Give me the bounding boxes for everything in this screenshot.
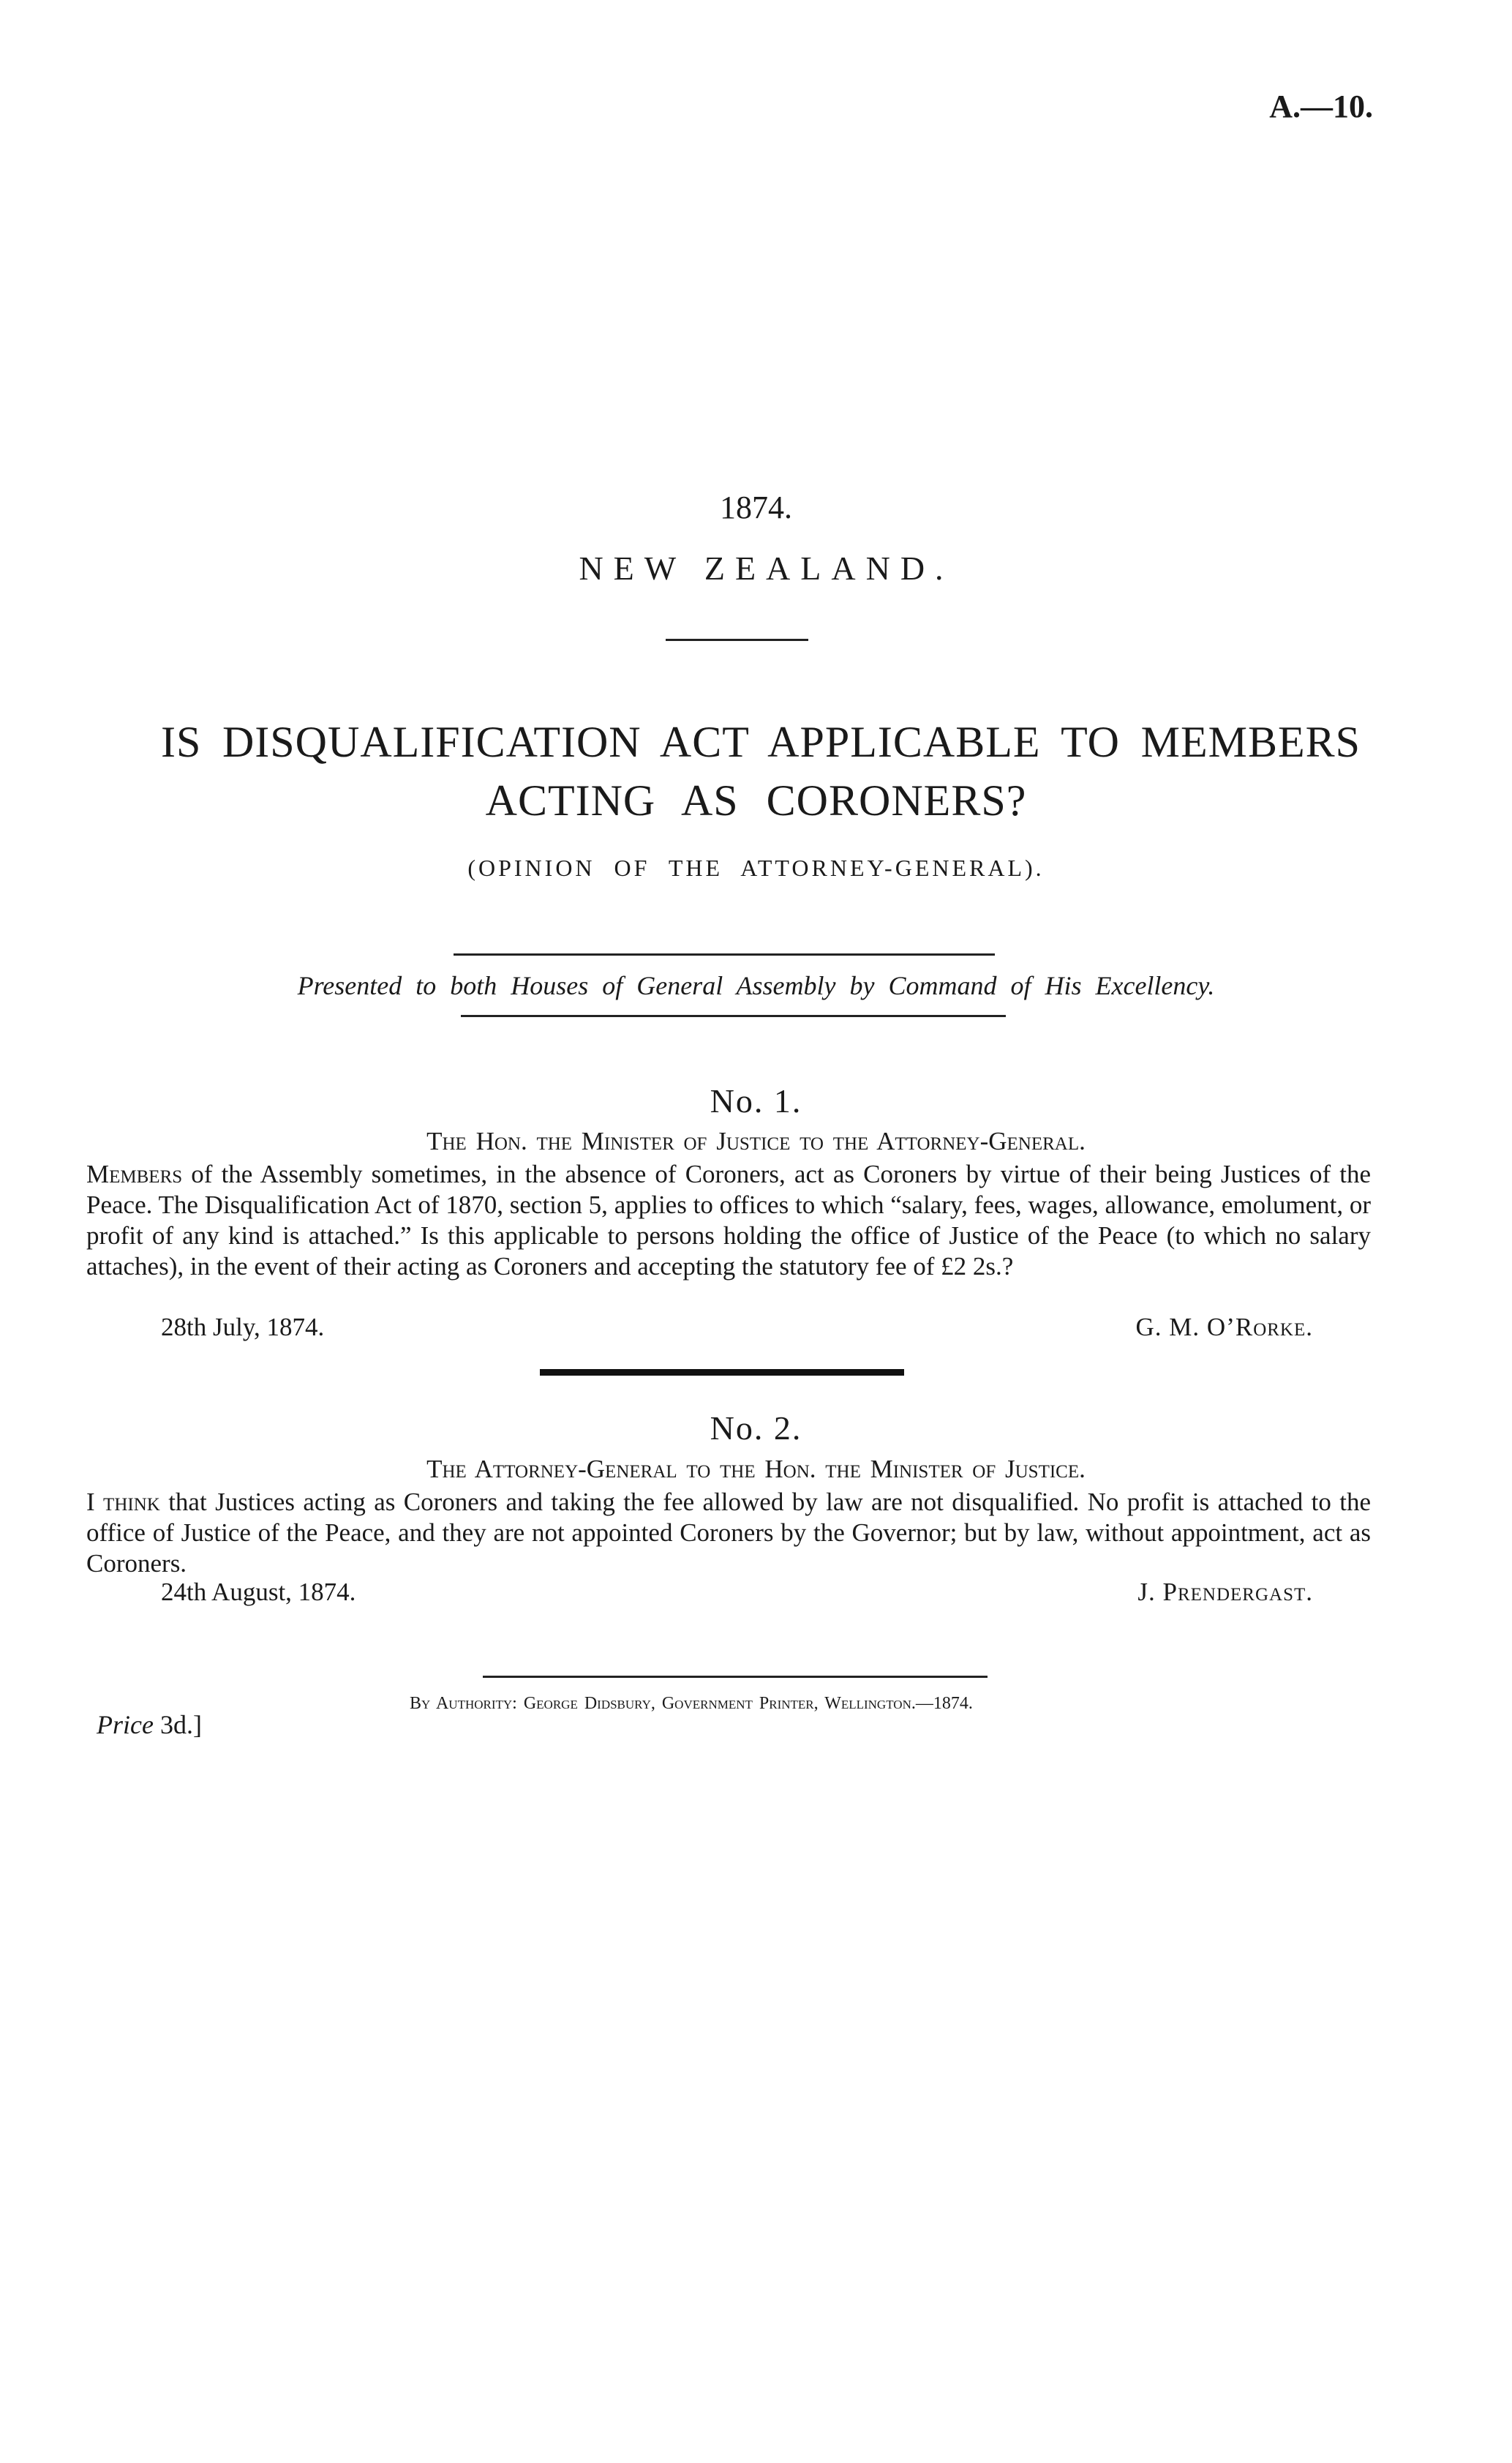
presented-line: Presented to both Houses of General Assembly by Command of His Excellency. — [297, 971, 1215, 1000]
letter-1-heading: No. 1. — [710, 1082, 802, 1120]
letter-separator — [540, 1369, 904, 1376]
price-label: Price — [97, 1710, 154, 1739]
price — [97, 1709, 202, 1740]
letter-1-body — [86, 1159, 1371, 1282]
divider — [461, 1015, 1006, 1017]
printer-imprint: By Authority: George Didsbury, Government Printer, Wellington.—1874. — [410, 1694, 973, 1713]
letter-2-body — [86, 1487, 1371, 1579]
letter-2-date: 24th August, 1874. — [161, 1578, 356, 1606]
letter-2-text: that Justices acting as Coroners and taking the fee allowed by law are not disqualified. No profit is attached to the office of Justice of the Peace, and they are not appointed Coroners by the Governor; but by law, without appointment, act as Coroners. — [86, 1488, 1371, 1578]
letter-1-text: of the Assembly sometimes, in the absence of Coroners, act as Coroners by virtue of their being Justices of the Peace. The Disqualification Act of 1870, section 5, applies to offices to which “salary, fees, wages, allowance, emolument, or profit of any kind is attached.” Is this applicable to persons holding the office of Justice of the Peace (to which no salary attaches), in the event of their acting as Coroners and accepting the statutory fee of £2 2s.? — [86, 1160, 1371, 1281]
country-heading: NEW ZEALAND. — [579, 550, 954, 587]
letter-1-address: The Hon. the Minister of Justice to the Attorney-General. — [426, 1127, 1086, 1155]
year: 1874. — [720, 490, 792, 525]
letter-1-opening: Members — [86, 1160, 183, 1188]
divider — [666, 639, 808, 641]
divider — [483, 1676, 988, 1678]
letter-2-heading: No. 2. — [710, 1409, 802, 1447]
document-reference: A.—10. — [1269, 89, 1373, 124]
letter-2-opening: I think — [86, 1488, 160, 1516]
letter-2-address: The Attorney-General to the Hon. the Minister of Justice. — [426, 1455, 1086, 1483]
letter-2-signature: J. Prendergast. — [1137, 1578, 1313, 1606]
letter-1-signature: G. M. O’Rorke. — [1135, 1313, 1313, 1341]
letter-1-date: 28th July, 1874. — [161, 1313, 325, 1341]
title-line-1: IS DISQUALIFICATION ACT APPLICABLE TO MEMBERS — [161, 718, 1361, 766]
divider — [454, 953, 995, 956]
price-value: 3d.] — [159, 1710, 202, 1739]
subtitle: (OPINION OF THE ATTORNEY-GENERAL). — [467, 855, 1045, 881]
title-line-2: ACTING AS CORONERS? — [485, 776, 1027, 825]
